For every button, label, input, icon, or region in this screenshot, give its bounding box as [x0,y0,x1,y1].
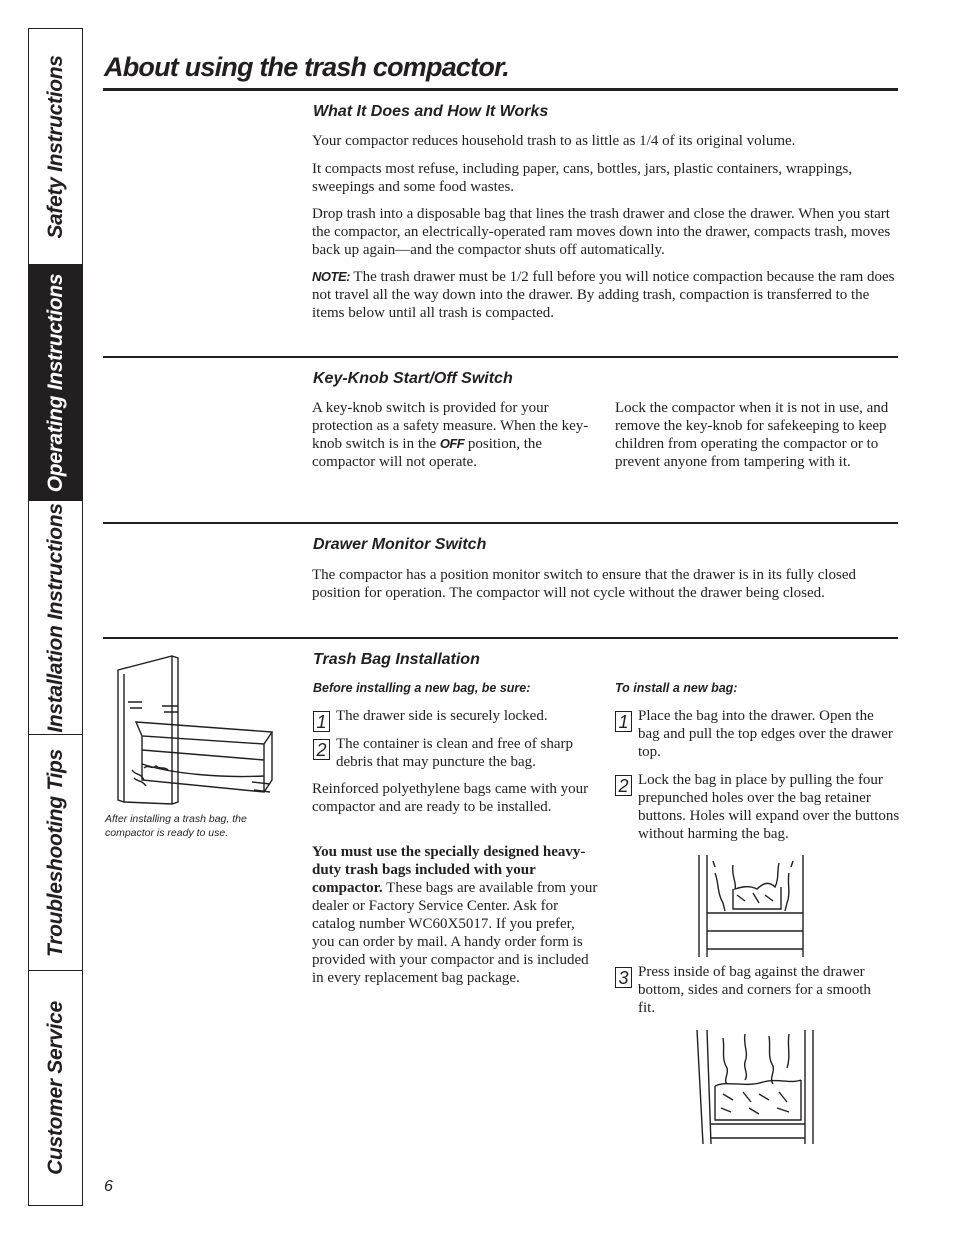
paragraph: The compactor has a position monitor switch to ensure that the drawer is in its fully closed position for operation. The compactor will not cycle without the drawer being closed. [312,567,857,601]
page-number: 6 [104,1178,113,1195]
section-heading-what-it-does: What It Does and How It Works [313,103,549,120]
before-installing-heading: Before installing a new bag, be sure: [313,681,531,695]
section-heading-key-knob: Key-Knob Start/Off Switch [313,370,513,387]
tab-customer-service[interactable]: Customer Service [43,1000,67,1175]
before-item: The drawer side is securely locked. [336,708,548,724]
section-divider [103,356,898,358]
step-number-badge: 1 [313,711,330,732]
bag-retainer-illustration [693,853,813,958]
install-step: Place the bag into the drawer. Open the bag and pull the top edges over the drawer top. [638,708,893,760]
install-heading: To install a new bag: [615,681,738,695]
section-divider [103,637,898,639]
side-tabs [28,28,83,1206]
tab-safety-instructions[interactable]: Safety Instructions [29,29,82,265]
section-divider [103,522,898,524]
paragraph: Reinforced polyethylene bags came with your compactor and are ready to be installed. [312,781,589,815]
note-label: NOTE: [312,269,350,284]
press-bag-illustration [693,1028,818,1146]
page-title: About using the trash compactor. [104,52,509,82]
paragraph: Drop trash into a disposable bag that lines the trash drawer and close the drawer. When you start the compactor, an electrically-operated ram moves down into the drawer, compacts trash, moves back up again—and the compactor shuts off automatically. [312,206,891,258]
illustration-caption: After installing a trash bag, the compactor is ready to use. [105,813,247,839]
tab-installation-instructions[interactable]: Installation Instructions [29,501,82,735]
install-step: Lock the bag in place by pulling the four prepunched holes over the bag retainer buttons. Holes will expand over the buttons without harming the bag. [638,772,900,842]
note-paragraph [312,268,902,322]
tab-troubleshooting-tips[interactable]: Troubleshooting Tips [29,735,82,971]
section-heading-trash-bag: Trash Bag Installation [313,651,480,668]
paragraph: Your compactor reduces household trash to as little as 1/4 of its original volume. [312,133,796,149]
title-rule [103,88,898,91]
tab-operating-instructions[interactable]: Operating Instructions [29,265,82,501]
step-number-badge: 2 [313,739,330,760]
off-label: OFF [439,436,465,451]
install-step: Press inside of bag against the drawer bottom, sides and corners for a smooth fit. [638,964,871,1016]
must-use-bold: You must use the specially designed heavy-duty trash bags included with your compactor. [312,844,586,896]
compactor-illustration [112,652,277,810]
note-text: The trash drawer must be 1/2 full before you will notice compaction because the ram does not travel all the way down into the drawer. By adding trash, compaction is transferred to the items below until all trash is compacted. [312,269,895,321]
before-item: The container is clean and free of sharp debris that may puncture the bag. [336,736,573,770]
section-heading-drawer-monitor: Drawer Monitor Switch [313,536,487,553]
paragraph: It compacts most refuse, including paper, cans, bottles, jars, plastic containers, wrappings, sweepings and some food wastes. [312,161,853,195]
key-knob-right-paragraph: Lock the compactor when it is not in use, and remove the key-knob for safekeeping to keep children from operating the compactor or to prevent anyone from tampering with it. [615,400,889,470]
step-number-badge: 3 [615,967,632,988]
step-number-badge: 2 [615,775,632,796]
step-number-badge: 1 [615,711,632,732]
key-knob-left-paragraph: A key-knob switch is provided for your protection as a safety measure. When the key-knob switch is in the OFF position, the compactor will not operate. [312,400,589,470]
must-use-paragraph: You must use the specially designed heavy-duty trash bags included with your compactor. These bags are available from your dealer or Factory Service Center. Ask for catalog number WC60X5017. If you prefer, you can order by mail. A handy order form is provided with your compactor and is included in every replacement bag package. [312,844,598,986]
